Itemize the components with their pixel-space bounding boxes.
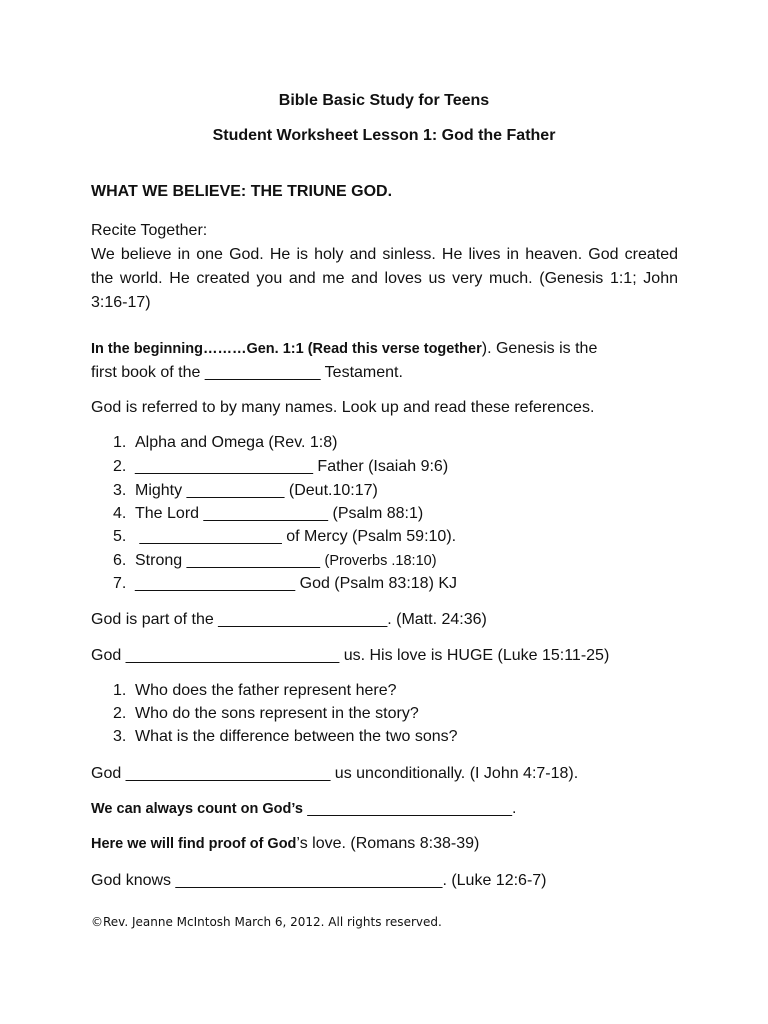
list-number: 1. [113, 682, 127, 699]
unconditional-line: God _______________________ us unconditionally. (I John 4:7-18). [91, 765, 579, 782]
list-item [113, 552, 437, 570]
list-number: 7. [113, 575, 127, 592]
list-text: Mighty ___________ (Deut.10:17) [135, 482, 378, 499]
list-item [113, 434, 337, 452]
list-number: 2. [113, 458, 127, 475]
list-number: 4. [113, 505, 127, 522]
list-text: Who does the father represent here? [135, 682, 397, 699]
god-us-line: God ________________________ us. His love is HUGE (Luke 15:11-25) [91, 647, 610, 664]
list-item [113, 482, 378, 500]
list-text: ________________ of Mercy (Psalm 59:10). [135, 528, 457, 545]
list-text: What is the difference between the two sons? [135, 728, 458, 745]
list-text: Alpha and Omega (Rev. 1:8) [135, 434, 338, 451]
list-number: 3. [113, 728, 127, 745]
list-number: 5. [113, 528, 127, 545]
list-text: The Lord ______________ (Psalm 88:1) [135, 505, 424, 522]
beginning-rest: ). Genesis is the [481, 340, 598, 357]
god-knows-line: God knows ______________________________. (Luke 12:6-7) [91, 872, 547, 889]
list-text: __________________ God (Psalm 83:18) KJ [135, 575, 458, 592]
list-text: ____________________ Father (Isaiah 9:6) [135, 458, 449, 475]
list-item [113, 505, 423, 523]
recite-label: Recite Together: [91, 222, 208, 239]
proof-rest: ’s love. (Romans 8:38-39) [296, 835, 480, 852]
list-number: 2. [113, 705, 127, 722]
list-item [113, 682, 397, 700]
worksheet-title: Bible Basic Study for Teens [278, 92, 490, 109]
beginning-bold: In the beginning………Gen. 1:1 (Read this verse together [91, 341, 482, 357]
section-heading: WHAT WE BELIEVE: THE TRIUNE GOD. [91, 183, 393, 200]
beginning-line2: first book of the _____________ Testament. [91, 364, 403, 381]
list-number: 1. [113, 434, 127, 451]
list-reference: (Proverbs .18:10) [324, 553, 437, 569]
count-on-rest: _______________________. [302, 800, 517, 817]
list-text: Strong _______________ [135, 552, 325, 569]
list-item [113, 728, 458, 746]
part-of-line: God is part of the ___________________. (Matt. 24:36) [91, 611, 487, 628]
beginning-line [91, 340, 597, 358]
names-intro: God is referred to by many names. Look up and read these references. [91, 399, 595, 416]
count-on-line [91, 800, 516, 818]
list-item [113, 575, 457, 593]
proof-line [91, 835, 479, 853]
proof-bold: Here we will find proof of God [91, 836, 297, 852]
count-on-bold: We can always count on God’s [91, 801, 303, 817]
lesson-title: Student Worksheet Lesson 1: God the Father [212, 127, 556, 144]
recite-text: We believe in one God. He is holy and sinless. He lives in heaven. God created the world. He created you and me and loves us very much. (Genesis 1:1; John 3:16-17) [91, 246, 678, 311]
copyright-footer: ©Rev. Jeanne McIntosh March 6, 2012. All rights reserved. [91, 915, 442, 929]
list-number: 3. [113, 482, 127, 499]
list-item [113, 458, 448, 476]
list-number: 6. [113, 552, 127, 569]
list-item [113, 705, 419, 723]
list-text: Who do the sons represent in the story? [135, 705, 419, 722]
list-item [113, 528, 456, 546]
